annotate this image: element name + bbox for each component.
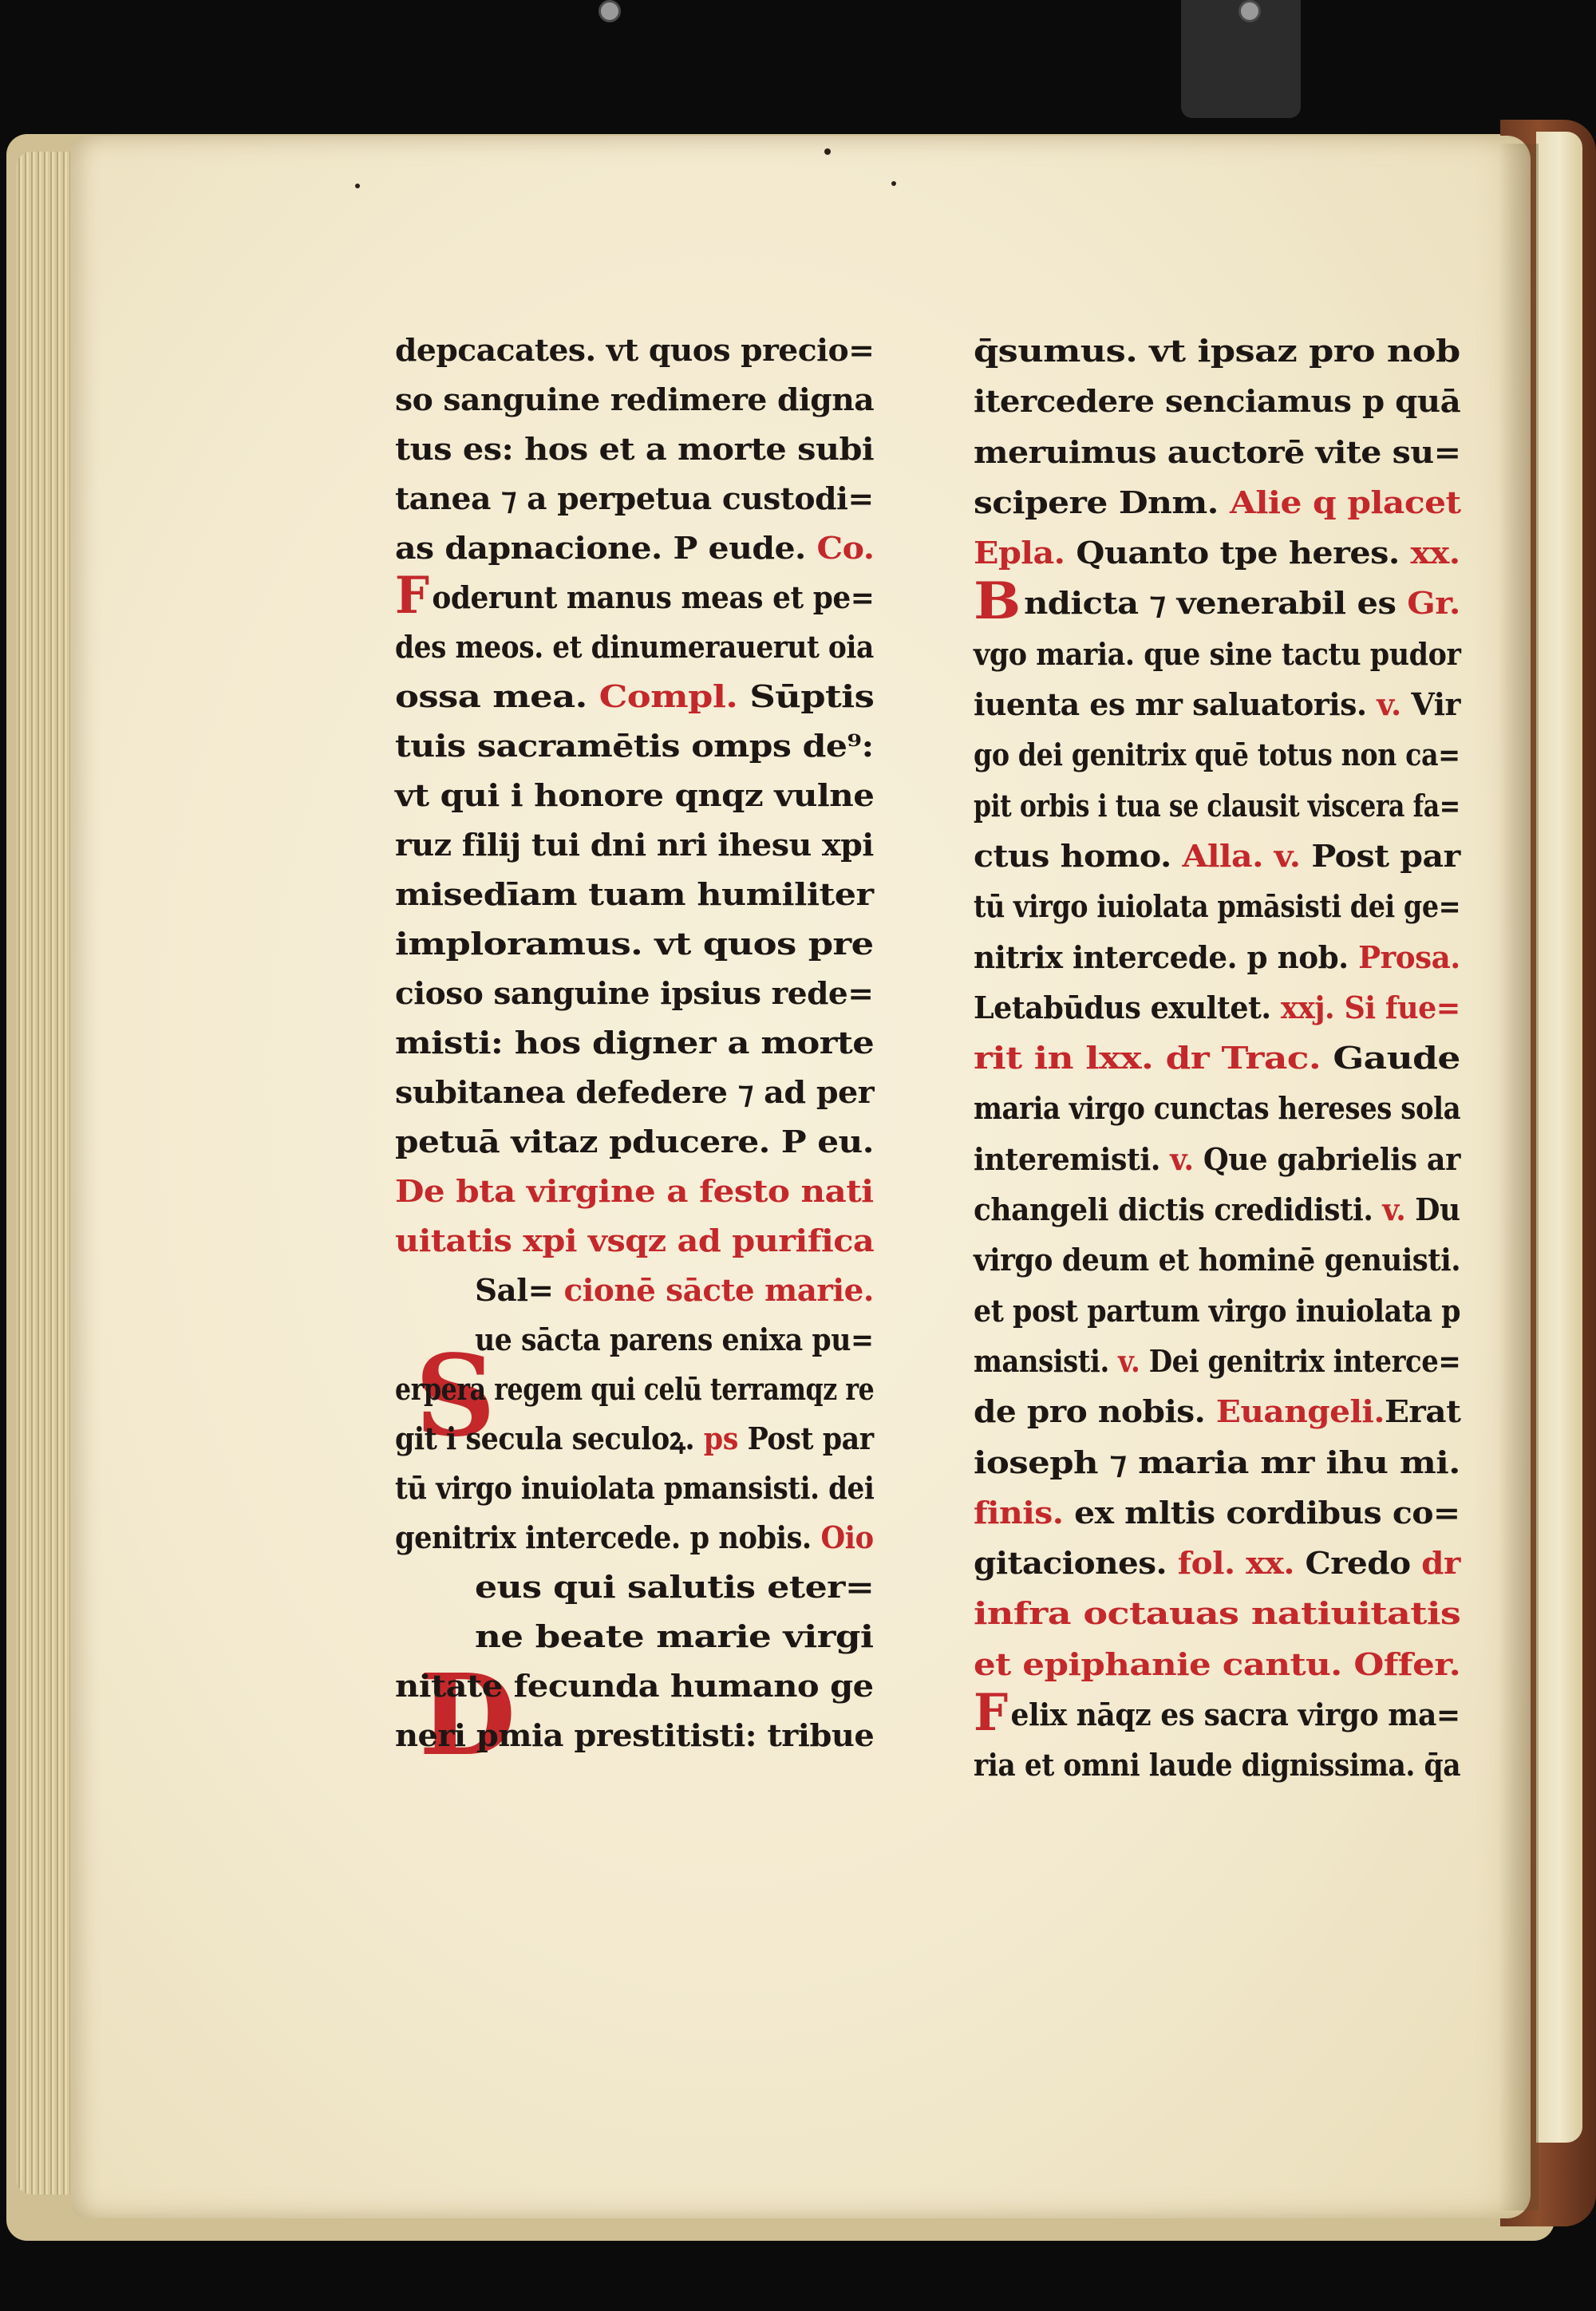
red-initial: F: [974, 1683, 1008, 1744]
text-line: [974, 1286, 1460, 1336]
text-line: [395, 870, 874, 919]
body-text: scipere Dnm.: [974, 484, 1231, 520]
text-line: [974, 1538, 1460, 1588]
body-text: nitate fecunda humano ge: [395, 1668, 874, 1704]
text-line: [974, 729, 1460, 780]
text-line: [395, 523, 874, 573]
body-text: misti: hos digner a morte: [395, 1025, 875, 1061]
body-text: ria et omni laude dignissima. q̄a: [974, 1747, 1461, 1784]
text-line: [395, 820, 874, 870]
rubric-text: Gr.: [1407, 585, 1460, 622]
text-line: [974, 1033, 1460, 1083]
body-text: oderunt manus meas et pe=: [432, 579, 875, 615]
body-text: Vir: [1411, 686, 1460, 723]
text-line: [974, 376, 1460, 426]
body-text: ctus homo.: [974, 837, 1183, 874]
body-text: misedīam tuam humiliter: [395, 876, 874, 912]
body-text: Que gabrielis ar: [1203, 1140, 1460, 1177]
rubric-text: fol. xx.: [1177, 1545, 1306, 1582]
text-line: [395, 1464, 874, 1513]
body-text: pit orbis i tua se clausit viscera fa=: [974, 787, 1460, 824]
body-text: nitrix intercede. p nob.: [974, 938, 1359, 975]
rubric-text: Compl.: [598, 678, 750, 714]
text-line: [395, 969, 874, 1018]
body-text: changeli dictis credidisti.: [974, 1191, 1383, 1228]
rubric-text: dr: [1421, 1545, 1460, 1582]
body-text: maria virgo cunctas hereses sola: [974, 1090, 1461, 1127]
text-line: [395, 672, 874, 721]
text-line: [395, 1711, 874, 1760]
body-text: genitrix intercede. p nobis.: [395, 1519, 821, 1555]
rubric-text: finis.: [974, 1494, 1075, 1531]
body-text: tus es: hos et a morte subi: [395, 431, 875, 467]
rubric-text: v.: [1118, 1342, 1149, 1379]
rubric-text: Prosa.: [1358, 938, 1460, 975]
rubric-text: Euangeli.: [1215, 1393, 1385, 1430]
body-text: ioseph ⁊ maria mr ihu mi.: [974, 1444, 1460, 1480]
text-line: [395, 771, 874, 820]
body-text: Letabūdus exultet.: [974, 989, 1281, 1025]
rubric-text: Co.: [816, 530, 875, 566]
text-line: [974, 780, 1460, 831]
right-text-column: [974, 326, 1460, 1791]
body-text: Credo: [1305, 1545, 1422, 1582]
text-line: [395, 474, 874, 523]
body-text: Du: [1415, 1191, 1460, 1228]
body-text: ossa mea.: [395, 678, 599, 714]
body-text: Sūptis: [749, 678, 875, 714]
body-text: Erat: [1384, 1393, 1461, 1430]
text-line: [974, 679, 1460, 729]
body-text: ne beate marie virgi: [475, 1618, 874, 1654]
text-line: [974, 1336, 1460, 1386]
rubric-text: v.: [1377, 686, 1412, 723]
text-line: [395, 1117, 874, 1167]
body-text: q̄sumus. vt ipsaz pro nob: [974, 333, 1460, 369]
text-line: [974, 932, 1460, 982]
ink-speck: [891, 181, 896, 186]
text-line: [395, 1365, 874, 1414]
body-text: tanea ⁊ a perpetua custodi=: [395, 480, 874, 516]
text-line: [395, 375, 874, 425]
text-line: [395, 425, 874, 474]
rubric-text: v.: [1382, 1191, 1416, 1228]
body-text: git i secula seculoꝝ.: [395, 1420, 704, 1456]
text-line: [395, 566, 875, 626]
body-text: as dapnacione. P eude.: [395, 530, 817, 566]
ink-speck: [355, 184, 360, 188]
rubric-text: Epla.: [974, 535, 1077, 571]
body-text: meruimus auctorē vite su=: [974, 433, 1461, 470]
text-line: [395, 1612, 874, 1661]
body-text: gitaciones.: [974, 1545, 1178, 1582]
scanner-screw: [598, 0, 621, 22]
body-text: iuenta es mr saluatoris.: [974, 686, 1377, 723]
rubric-text: Alla. v.: [1182, 837, 1312, 874]
rubric-text: Oio: [820, 1519, 874, 1555]
body-text: tuis sacramētis omps de⁹:: [395, 728, 874, 764]
body-text: mansisti.: [974, 1342, 1119, 1379]
body-text: ex mltis cordibus co=: [1074, 1494, 1460, 1531]
text-line: [974, 1386, 1460, 1436]
body-text: elix nāqz es sacra virgo ma=: [1010, 1697, 1460, 1733]
body-text: neri pmia prestitisti: tribue: [395, 1717, 875, 1753]
body-text: Gaude: [1333, 1040, 1460, 1076]
rubric-text: xx.: [1410, 535, 1460, 571]
rubric-text: ps: [703, 1420, 748, 1456]
body-text: itercedere senciamus p quā: [974, 383, 1461, 420]
body-text: virgo deum et hominē genuisti.: [974, 1242, 1461, 1278]
body-text: Post par: [1311, 837, 1460, 874]
rubric-text: rit in lxx. dr Trac.: [974, 1040, 1333, 1076]
body-text: ruz filij tui dni nri ihesu xpi: [395, 827, 874, 863]
red-initial: F: [395, 566, 429, 626]
rubric-text: xxj. Si fue=: [1280, 989, 1460, 1025]
text-line: [974, 527, 1460, 578]
body-text: tū virgo inuiolata pmansisti. dei: [395, 1470, 875, 1506]
text-line: [395, 1266, 874, 1315]
text-line: [974, 1487, 1460, 1538]
body-text: de pro nobis.: [974, 1393, 1216, 1430]
text-line: [395, 1414, 874, 1464]
body-text: cioso sanguine ipsius rede=: [395, 975, 874, 1011]
body-text: vgo maria. que sine tactu pudor: [974, 635, 1461, 672]
body-text: depcacates. vt quos precio=: [395, 332, 875, 368]
text-line: [395, 1661, 874, 1711]
body-text: et post partum virgo inuiolata p: [974, 1292, 1461, 1329]
text-line: [974, 1437, 1460, 1487]
rubric-text: uitatis xpi vsqz ad purifica: [395, 1223, 875, 1258]
rubric-text: De bta virgine a festo nati: [395, 1173, 874, 1209]
text-line: [974, 1083, 1460, 1133]
rubric-text: infra octauas natiuitatis: [974, 1595, 1461, 1632]
body-text: interemisti.: [974, 1140, 1171, 1177]
text-line: [395, 1315, 874, 1365]
text-line: [395, 1216, 874, 1266]
body-text: erpera regem qui celū terramqz re: [395, 1371, 875, 1407]
text-line: [974, 1184, 1460, 1235]
body-text: imploramus. vt quos pre: [395, 926, 874, 962]
body-text: vt qui i honore qnqz vulne: [395, 777, 875, 813]
initial-s: S: [415, 1331, 496, 1462]
body-text: des meos. et dinumerauerut oia: [395, 629, 874, 665]
text-line: [974, 571, 1460, 632]
text-line: [395, 1068, 874, 1117]
scanner-screw: [1238, 0, 1261, 22]
text-line: [974, 1740, 1460, 1790]
body-text: petuā vitaz pducere. P eu.: [395, 1124, 874, 1159]
text-line: [974, 1639, 1460, 1689]
facing-page-edge: [1536, 132, 1582, 2143]
page-gutter: [1499, 144, 1539, 2210]
text-line: [395, 1562, 874, 1612]
left-text-column: [395, 326, 874, 1760]
text-line: [974, 1683, 1460, 1744]
text-line: [395, 326, 874, 375]
text-line: [395, 919, 874, 969]
text-line: [395, 1167, 874, 1216]
text-line: [974, 477, 1460, 527]
text-line: [974, 629, 1460, 679]
rubric-text: Alie q placet: [1230, 484, 1461, 520]
text-line: [395, 622, 874, 672]
ink-speck: [824, 148, 831, 155]
rubric-text: cionē sācte marie.: [563, 1272, 874, 1308]
body-text: tū virgo iuiolata pmāsisti dei ge=: [974, 888, 1461, 925]
text-line: [395, 721, 874, 771]
text-line: [395, 1513, 874, 1562]
text-line: [395, 1018, 874, 1068]
text-line: [974, 427, 1460, 477]
text-line: [974, 1134, 1460, 1184]
body-text: Quanto tpe heres.: [1076, 535, 1411, 571]
body-text: Post par: [747, 1420, 874, 1456]
body-text: ndicta ⁊ venerabil es: [1024, 585, 1408, 622]
rubric-text: et epiphanie cantu. Offer.: [974, 1645, 1461, 1682]
body-text: go dei genitrix quē totus non ca=: [974, 737, 1460, 773]
body-text: Sal=: [475, 1272, 564, 1308]
body-text: so sanguine redimere digna: [395, 381, 875, 417]
text-line: [974, 982, 1460, 1033]
initial-d: D: [419, 1650, 516, 1781]
text-line: [974, 881, 1460, 931]
body-text: Dei genitrix interce=: [1148, 1342, 1461, 1379]
text-line: [974, 1235, 1460, 1285]
body-text: eus qui salutis eter=: [475, 1569, 875, 1605]
text-line: [974, 831, 1460, 881]
red-initial: B: [974, 571, 1021, 632]
body-text: ue sācta parens enixa pu=: [475, 1321, 874, 1357]
body-text: subitanea defedere ⁊ ad per: [395, 1074, 875, 1110]
rubric-text: v.: [1170, 1140, 1203, 1177]
text-line: [974, 326, 1460, 376]
text-line: [974, 1588, 1460, 1638]
